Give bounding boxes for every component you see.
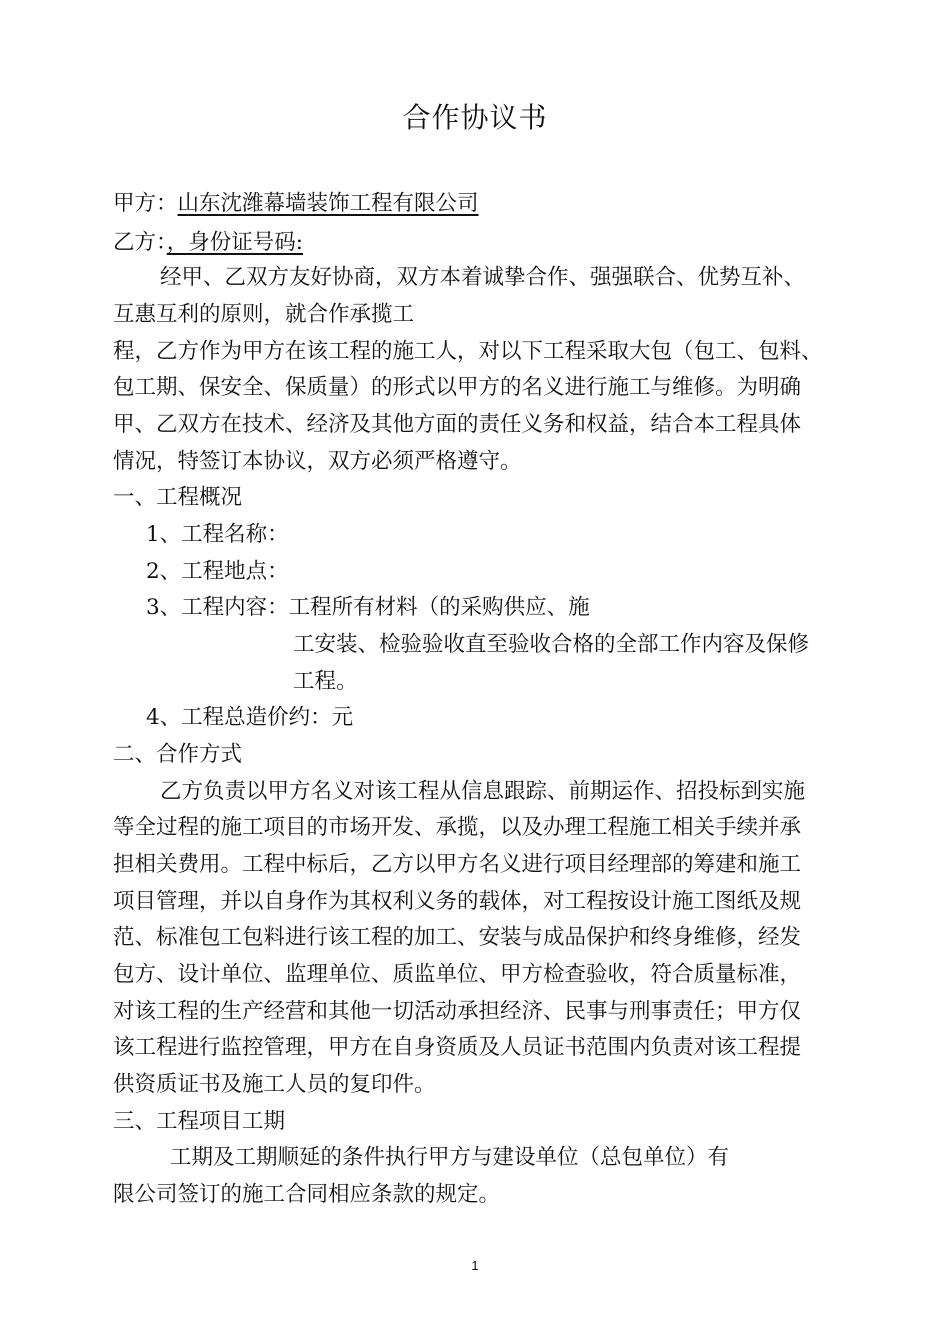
paragraph-line: 担相关费用。工程中标后，乙方以甲方名义进行项目经理部的筹建和施工 — [113, 852, 802, 877]
paragraph-line: 等全过程的施工项目的市场开发、承揽，以及办理工程施工相关手续并承 — [113, 815, 802, 840]
list-item-continuation: 工程。 — [293, 669, 358, 694]
list-item-continuation: 工安装、检验验收直至验收合格的全部工作内容及保修 — [293, 632, 810, 657]
page-number: 1 — [471, 1258, 479, 1273]
intro-line: 包工期、保安全、保质量）的形式以甲方的名义进行施工与维修。为明确 — [113, 375, 802, 400]
party-b-line — [113, 228, 303, 258]
intro-line: 甲、乙双方在技术、经济及其他方面的责任义务和权益，结合本工程具体 — [113, 412, 802, 437]
party-b-label: 乙方： — [113, 230, 167, 255]
list-item: 3、工程内容：工程所有材料（的采购供应、施 — [146, 595, 590, 620]
section-heading: 一、工程概况 — [113, 485, 243, 510]
intro-line: 互惠互利的原则，就合作承揽工 — [113, 302, 415, 327]
paragraph-line: 该工程进行监控管理，甲方在自身资质及人员证书范围内负责对该工程提 — [113, 1035, 802, 1060]
party-a-line — [113, 189, 479, 219]
list-item: 2、工程地点： — [146, 559, 289, 584]
paragraph-line: 限公司签订的施工合同相应条款的规定。 — [113, 1182, 501, 1207]
party-a-name: 山东沈潍幕墙装饰工程有限公司 — [177, 191, 479, 216]
section-heading: 三、工程项目工期 — [113, 1109, 286, 1134]
document-title: 合作协议书 — [402, 101, 548, 134]
party-a-label: 甲方： — [113, 191, 178, 216]
paragraph-line: 供资质证书及施工人员的复印件。 — [113, 1072, 436, 1097]
section-heading: 二、合作方式 — [113, 742, 243, 767]
paragraph-line: 包方、设计单位、监理单位、质监单位、甲方检查验收，符合质量标准， — [113, 962, 802, 987]
paragraph-line: 对该工程的生产经营和其他一切活动承担经济、民事与刑事责任；甲方仅 — [113, 999, 802, 1024]
intro-line: 情况，特签订本协议，双方必须严格遵守。 — [113, 449, 522, 474]
paragraph-line: 范、标准包工包料进行该工程的加工、安装与成品保护和终身维修，经发 — [113, 925, 802, 950]
party-b-id: ，身份证号码: — [166, 230, 304, 255]
paragraph-line: 项目管理，并以自身作为其权利义务的载体，对工程按设计施工图纸及规 — [113, 889, 802, 914]
paragraph-line: 乙方负责以甲方名义对该工程从信息跟踪、前期运作、招投标到实施 — [160, 779, 806, 804]
list-item: 4、工程总造价约：元 — [146, 705, 354, 730]
intro-line: 经甲、乙双方友好协商，双方本着诚挚合作、强强联合、优势互补、 — [160, 265, 806, 290]
list-item: 1、工程名称： — [146, 522, 289, 547]
intro-line: 程，乙方作为甲方在该工程的施工人，对以下工程采取大包（包工、包料、 — [113, 339, 823, 364]
paragraph-line: 工期及工期顺延的条件执行甲方与建设单位（总包单位）有 — [170, 1145, 730, 1170]
